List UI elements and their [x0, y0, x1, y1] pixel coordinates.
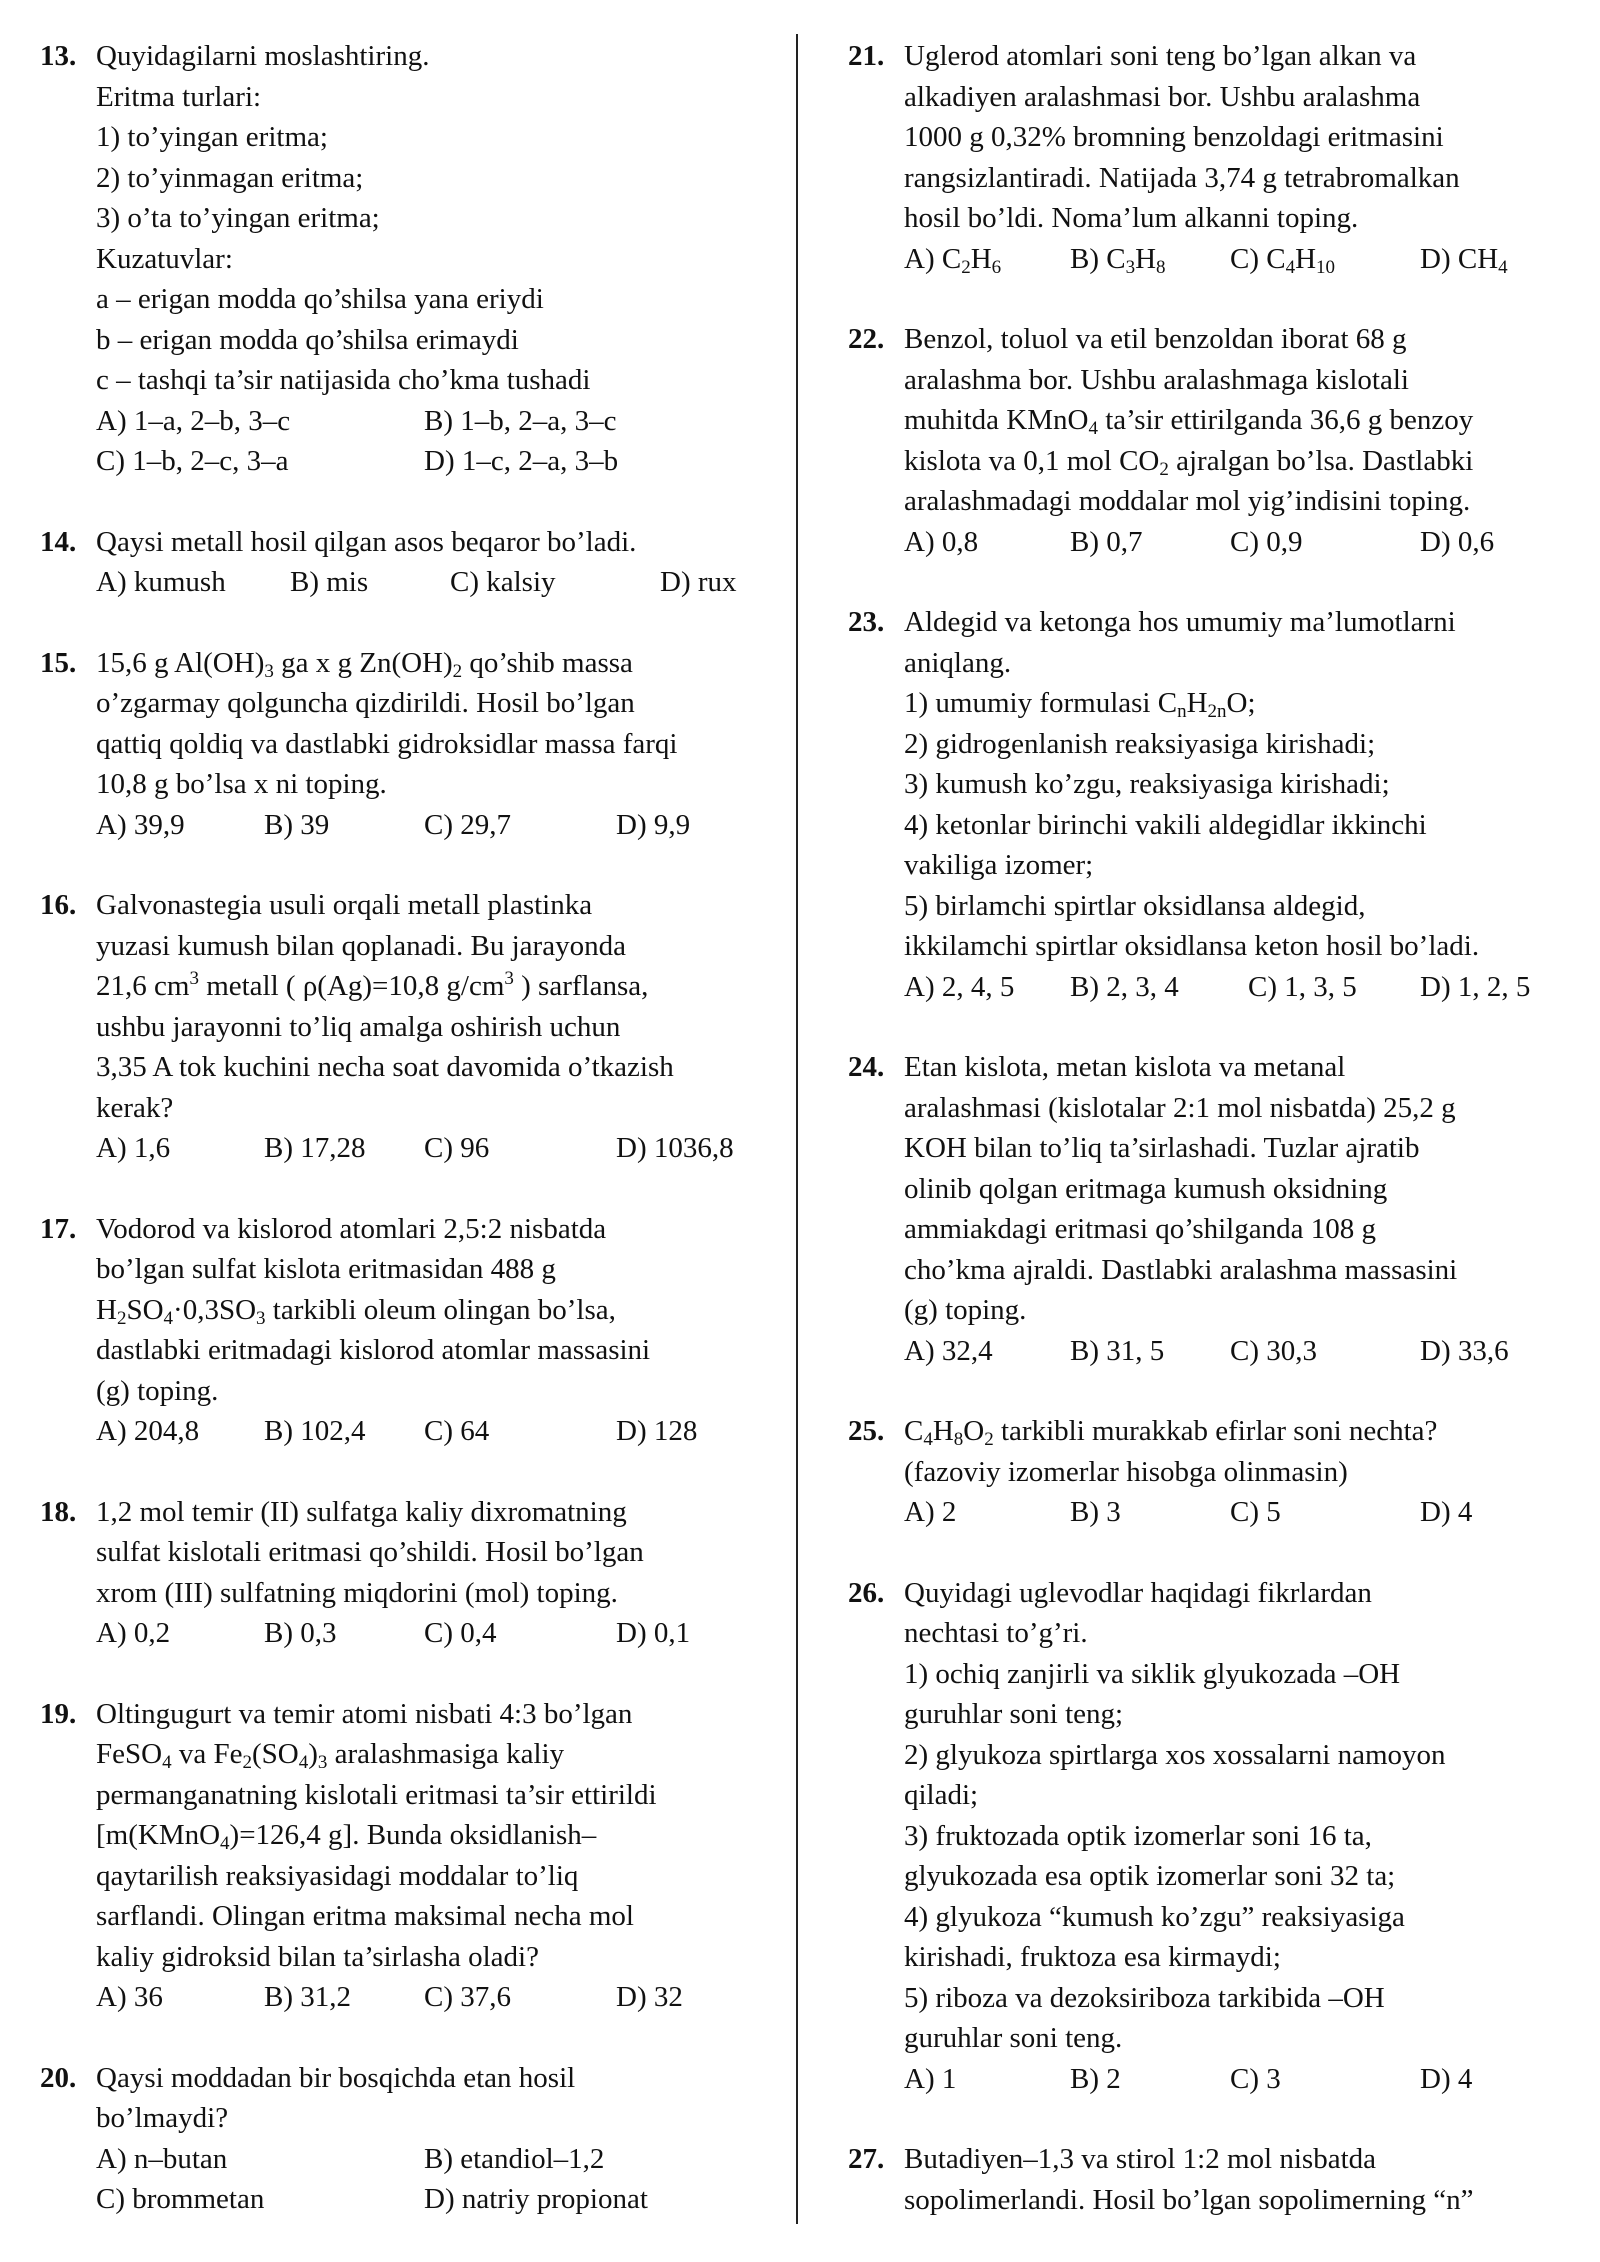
answer-options-row	[904, 1492, 1568, 1533]
answer-option[interactable]: C) 37,6	[424, 1981, 511, 2013]
question-text-line: aniqlang.	[904, 646, 1012, 679]
question-text-line: xrom (III) sulfatning miqdorini (mol) toping.	[96, 1576, 618, 1609]
answer-option[interactable]: C) 0,4	[424, 1617, 497, 1649]
answer-option[interactable]: A) 36	[96, 1981, 163, 2013]
question-text-line: Eritma turlari:	[96, 80, 262, 113]
question-number: 21.	[848, 40, 885, 72]
question-25	[848, 1411, 1568, 1533]
question-18	[40, 1492, 800, 1654]
question-text-line: permanganatning kislotali eritmasi ta’sir ettirildi	[96, 1778, 657, 1811]
question-text-line: aralashmadagi moddalar mol yig’indisini toping.	[904, 485, 1471, 517]
question-text-line: dastlabki eritmadagi kislorod atomlar massasini	[96, 1334, 651, 1366]
question-text-line: 2) glyukoza spirtlarga xos xossalarni namoyon	[904, 1738, 1446, 1771]
question-text-line: 1000 g 0,32% bromning benzoldagi eritmasini	[904, 121, 1444, 153]
question-text-line: 2) gidrogenlanish reaksiyasiga kirishadi;	[904, 727, 1376, 760]
question-number: 14.	[40, 525, 77, 558]
answer-option[interactable]: D) 0,1	[616, 1617, 691, 1649]
answer-option[interactable]: C) $C_4H_{10}$	[1230, 242, 1336, 278]
answer-option[interactable]: D) 128	[616, 1415, 698, 1447]
answer-option[interactable]: C) 64	[424, 1415, 490, 1447]
question-24	[848, 1047, 1568, 1371]
question-text-line: (fazoviy izomerlar hisobga olinmasin)	[904, 1455, 1348, 1488]
answer-option[interactable]: D) 0,6	[1420, 525, 1495, 558]
question-text-line: [m(KMnO$_4$)=126,4 g]. Bunda oksidlanish–	[96, 1819, 597, 1854]
question-number: 24.	[848, 1051, 885, 1083]
answer-option[interactable]: B) $C_3H_8$	[1070, 242, 1166, 278]
answer-options-row	[96, 1128, 800, 1169]
question-text-line: sulfat kislotali eritmasi qo’shildi. Hosil bo’lgan	[96, 1536, 644, 1568]
answer-options-row	[96, 562, 800, 603]
answer-option[interactable]: C) 0,9	[1230, 525, 1303, 558]
answer-option[interactable]: A) 1	[904, 2062, 957, 2095]
question-text-line: cho’kma ajraldi. Dastlabki aralashma massasini	[904, 1253, 1458, 1286]
answer-option[interactable]: A) 2	[904, 1496, 957, 1528]
question-text-line: Etan kislota, metan kislota va metanal	[904, 1051, 1346, 1083]
question-number: 22.	[848, 323, 885, 355]
answer-option[interactable]: A) n–butan	[96, 2142, 228, 2175]
answer-option[interactable]: B) 3	[1070, 1496, 1121, 1528]
question-21	[848, 36, 1568, 279]
question-20	[40, 2058, 800, 2220]
question-text-line: Qaysi metall hosil qilgan asos beqaror bo’ladi.	[96, 525, 637, 558]
question-text-line: Quyidagilarni moslashtiring.	[96, 40, 430, 72]
question-text-line: guruhlar soni teng;	[904, 1698, 1124, 1730]
question-number: 15.	[40, 646, 77, 679]
answer-option[interactable]: A) 0,2	[96, 1617, 171, 1649]
question-number: 26.	[848, 1576, 885, 1609]
answer-option[interactable]: D) $CH_4$	[1420, 242, 1508, 278]
answer-option[interactable]: B) 31,2	[264, 1981, 351, 2013]
answer-options-row	[904, 239, 1568, 280]
question-text-line: 21,6 $cm^3$ metall ( ρ(Ag)=10,8 $g/cm^3$ ) sarflansa,	[96, 968, 649, 1002]
question-text-line: 1) to’yingan eritma;	[96, 121, 328, 153]
question-text-line: Vodorod va kislorod atomlari 2,5:2 nisbatda	[96, 1212, 607, 1245]
question-number: 25.	[848, 1415, 885, 1447]
question-text-line: bo’lmaydi?	[96, 2102, 229, 2134]
question-text-line: 5) riboza va dezoksiriboza tarkibida –OH	[904, 1981, 1385, 2014]
question-text-line: kerak?	[96, 1091, 174, 1124]
answer-options-row	[904, 1331, 1568, 1372]
answer-options-row	[904, 967, 1568, 1008]
question-22	[848, 319, 1568, 562]
question-text-line: Benzol, toluol va etil benzoldan iborat 68 g	[904, 323, 1407, 355]
question-text-line: FeSO$_4$ va $Fe_2(SO_4)_3$ aralashmasiga kaliy	[96, 1738, 565, 1773]
question-23	[848, 602, 1568, 1007]
question-text-line: a – erigan modda qo’shilsa yana eriydi	[96, 283, 544, 315]
question-text-line: Butadiyen–1,3 va stirol 1:2 mol nisbatda	[904, 2143, 1377, 2175]
answer-option[interactable]: A) 2, 4, 5	[904, 970, 1015, 1003]
question-text-line: Galvonastegia usuli orqali metall plastinka	[96, 889, 593, 921]
question-27	[848, 2139, 1568, 2220]
answer-options-row	[96, 805, 800, 846]
question-text-line: sarflandi. Olingan eritma maksimal necha mol	[96, 1900, 634, 1932]
question-number: 16.	[40, 889, 77, 921]
answer-option[interactable]: C) 29,7	[424, 808, 511, 841]
question-text-line: Qaysi moddadan bir bosqichda etan hosil	[96, 2061, 576, 2094]
question-text-line: 1,2 mol temir (II) sulfatga kaliy dixromatning	[96, 1495, 627, 1528]
answer-option[interactable]: A) 32,4	[904, 1334, 993, 1367]
answer-option[interactable]: C) 96	[424, 1132, 490, 1164]
answer-option[interactable]: D) 4	[1420, 1496, 1473, 1528]
answer-option[interactable]: C) kalsiy	[450, 566, 556, 598]
question-text-line: bo’lgan sulfat kislota eritmasidan 488 g	[96, 1253, 556, 1285]
question-text-line: 10,8 g bo’lsa x ni toping.	[96, 768, 387, 800]
answer-option[interactable]: A) 39,9	[96, 808, 185, 841]
question-14	[40, 522, 800, 603]
question-text-line: 3,35 A tok kuchini necha soat davomida o’tkazish	[96, 1051, 674, 1083]
column-divider	[796, 34, 798, 2224]
question-15	[40, 643, 800, 846]
question-text-line: 2) to’yinmagan eritma;	[96, 161, 364, 194]
answer-option[interactable]: B) 17,28	[264, 1132, 366, 1164]
question-text-line: aralashma bor. Ushbu aralashmaga kislotali	[904, 363, 1409, 396]
answer-option[interactable]: D) 32	[616, 1981, 683, 2013]
question-text-line: ushbu jarayonni to’liq amalga oshirish uchun	[96, 1010, 621, 1043]
question-text-line: aralashmasi (kislotalar 2:1 mol nisbatda) 25,2 g	[904, 1091, 1456, 1124]
question-text-line: KOH bilan to’liq ta’sirlashadi. Tuzlar ajratib	[904, 1132, 1420, 1164]
answer-option[interactable]: A) kumush	[96, 566, 226, 598]
question-text-line: 1) umumiy formulasi $C_nH_{2n}O$;	[904, 687, 1256, 722]
answer-option[interactable]: C) 3	[1230, 2062, 1281, 2095]
answer-option[interactable]: A) 0,8	[904, 525, 979, 558]
question-text-line: 5) birlamchi spirtlar oksidlansa aldegid,	[904, 889, 1366, 922]
answer-option[interactable]: B) etandiol–1,2	[424, 2142, 605, 2175]
question-text-line: glyukozada esa optik izomerlar soni 32 ta;	[904, 1860, 1396, 1892]
question-text-line: yuzasi kumush bilan qoplanadi. Bu jarayonda	[96, 929, 626, 962]
question-13	[40, 36, 800, 482]
answer-option[interactable]: A) 1,6	[96, 1132, 171, 1164]
answer-option[interactable]: A) $C_2H_6$	[904, 242, 1002, 278]
question-number: 17.	[40, 1212, 77, 1245]
answer-option[interactable]: D) 4	[1420, 2062, 1473, 2095]
question-number: 20.	[40, 2061, 77, 2094]
question-text-line: qaytarilish reaksiyasidagi moddalar to’liq	[96, 1859, 579, 1892]
question-text-line: kislota va 0,1 mol $CO_2$ ajralgan bo’lsa. Dastlabki	[904, 444, 1474, 480]
question-number: 18.	[40, 1495, 77, 1528]
answer-options-row	[96, 1411, 800, 1452]
answer-option[interactable]: C) 1–b, 2–c, 3–a	[96, 445, 289, 477]
answer-option[interactable]: D) 1, 2, 5	[1420, 970, 1531, 1003]
question-text-line: (g) toping.	[96, 1374, 219, 1407]
question-17	[40, 1209, 800, 1452]
question-text-line: $H_2SO_4\cdot 0,3SO_3$ tarkibli oleum olingan bo’lsa,	[96, 1293, 616, 1329]
answer-option[interactable]: C) 5	[1230, 1496, 1281, 1528]
answer-option[interactable]: B) 31, 5	[1070, 1334, 1165, 1367]
answer-options-row	[96, 1613, 800, 1654]
question-text-line: rangsizlantiradi. Natijada 3,74 g tetrabromalkan	[904, 161, 1460, 194]
question-number: 19.	[40, 1697, 77, 1730]
question-text-line: olinib qolgan eritmaga kumush oksidning	[904, 1172, 1388, 1205]
question-text-line: o’zgarmay qolguncha qizdirildi. Hosil bo’lgan	[96, 687, 635, 719]
question-text-line: Kuzatuvlar:	[96, 242, 233, 275]
question-text-line: Uglerod atomlari soni teng bo’lgan alkan va	[904, 40, 1417, 72]
left-column	[40, 36, 800, 2260]
right-column	[848, 36, 1568, 2260]
answer-option[interactable]: B) 1–b, 2–a, 3–c	[424, 404, 617, 437]
question-text-line: 3) o’ta to’yingan eritma;	[96, 202, 380, 234]
answer-options-row	[96, 401, 800, 442]
answer-options-row	[96, 1977, 800, 2018]
question-text-line: $C_4H_8O_2$ tarkibli murakkab efirlar soni nechta?	[904, 1415, 1438, 1450]
question-text-line: qattiq qoldiq va dastlabki gidroksidlar massa farqi	[96, 727, 678, 760]
answer-options-row	[904, 522, 1568, 563]
question-26	[848, 1573, 1568, 2100]
answer-option[interactable]: A) 204,8	[96, 1415, 200, 1447]
question-text-line: qiladi;	[904, 1779, 979, 1811]
question-19	[40, 1694, 800, 2018]
question-text-line: vakiliga izomer;	[904, 849, 1094, 881]
answer-option[interactable]: B) 2	[1070, 2062, 1121, 2095]
answer-options-row	[96, 2179, 800, 2220]
question-text-line: (g) toping.	[904, 1294, 1027, 1326]
question-text-line: ammiakdagi eritmasi qo’shilganda 108 g	[904, 1213, 1376, 1245]
answer-option[interactable]: B) 0,3	[264, 1617, 337, 1649]
answer-options-row	[904, 2059, 1568, 2100]
question-text-line: 1) ochiq zanjirli va siklik glyukozada –OH	[904, 1657, 1401, 1690]
answer-option[interactable]: D) 9,9	[616, 808, 691, 841]
question-text-line: 3) fruktozada optik izomerlar soni 16 ta,	[904, 1819, 1372, 1852]
question-text-line: b – erigan modda qo’shilsa erimaydi	[96, 323, 519, 356]
answer-option[interactable]: A) 1–a, 2–b, 3–c	[96, 404, 291, 437]
question-text-line: nechtasi to’g’ri.	[904, 1617, 1088, 1649]
question-text-line: kirishadi, fruktoza esa kirmaydi;	[904, 1941, 1281, 1973]
question-text-line: 4) glyukoza “kumush ko’zgu” reaksiyasiga	[904, 1900, 1405, 1933]
question-number: 23.	[848, 606, 885, 638]
question-text-line: 4) ketonlar birinchi vakili aldegidlar ikkinchi	[904, 808, 1427, 841]
question-text-line: c – tashqi ta’sir natijasida cho’kma tushadi	[96, 364, 591, 396]
answer-option[interactable]: B) 102,4	[264, 1415, 366, 1447]
question-number: 13.	[40, 40, 77, 72]
question-text-line: ikkilamchi spirtlar oksidlansa keton hosil bo’ladi.	[904, 930, 1480, 962]
question-text-line: 15,6 g $Al(OH)_3$ ga x g $Zn(OH)_2$ qo’shib massa	[96, 646, 633, 682]
question-text-line: Quyidagi uglevodlar haqidagi fikrlardan	[904, 1576, 1372, 1609]
question-text-line: kaliy gidroksid bilan ta’sirlasha oladi?	[96, 1940, 539, 1973]
question-text-line: sopolimerlandi. Hosil bo’lgan sopolimerning “n”	[904, 2183, 1474, 2216]
question-text-line: alkadiyen aralashmasi bor. Ushbu aralashma	[904, 80, 1421, 113]
answer-option[interactable]: C) 30,3	[1230, 1334, 1317, 1367]
answer-options-row	[96, 2139, 800, 2180]
answer-option[interactable]: B) mis	[290, 566, 369, 598]
answer-option[interactable]: D) 1–c, 2–a, 3–b	[424, 445, 619, 477]
answer-option[interactable]: D) rux	[660, 566, 737, 598]
question-text-line: 3) kumush ko’zgu, reaksiyasiga kirishadi;	[904, 768, 1390, 800]
question-text-line: Aldegid va ketonga hos umumiy ma’lumotlarni	[904, 606, 1456, 638]
question-text-line: guruhlar soni teng.	[904, 2022, 1123, 2054]
answer-option[interactable]: C) 1, 3, 5	[1248, 970, 1357, 1003]
answer-option[interactable]: D) 1036,8	[616, 1132, 734, 1164]
answer-option[interactable]: B) 2, 3, 4	[1070, 970, 1179, 1003]
question-text-line: hosil bo’ldi. Noma’lum alkanni toping.	[904, 202, 1359, 234]
answer-option[interactable]: D) natriy propionat	[424, 2183, 648, 2215]
question-text-line: Oltingugurt va temir atomi nisbati 4:3 bo’lgan	[96, 1697, 633, 1730]
answer-option[interactable]: B) 0,7	[1070, 525, 1143, 558]
answer-options-row	[96, 441, 800, 482]
answer-option[interactable]: C) brommetan	[96, 2183, 265, 2215]
question-16	[40, 885, 800, 1169]
question-number: 27.	[848, 2143, 885, 2175]
answer-option[interactable]: B) 39	[264, 808, 330, 841]
answer-option[interactable]: D) 33,6	[1420, 1334, 1509, 1367]
question-text-line: muhitda KMnO$_4$ ta’sir ettirilganda 36,6 g benzoy	[904, 404, 1474, 439]
